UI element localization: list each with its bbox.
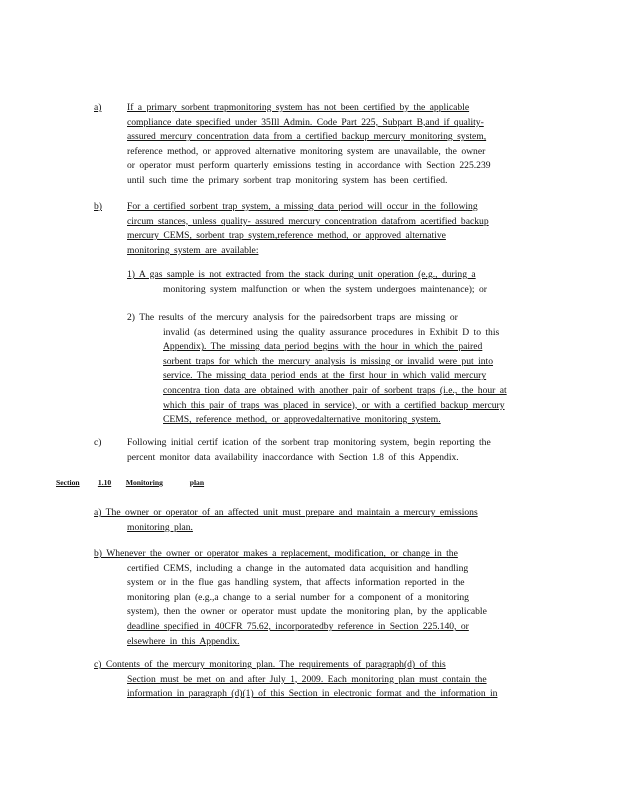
list-item-line: sorbent traps for which the mercury analysis is missing or invalid were put into	[163, 355, 494, 367]
section-paragraph-line: elsewhere in this Appendix.	[127, 635, 240, 647]
section-paragraph-line: information in paragraph (d)(1) of this Section in electronic format and the information in	[127, 688, 498, 700]
list-item-line: which this pair of traps was placed in service), or with a certified backup mercury	[163, 399, 505, 411]
section-paragraph-b	[94, 547, 560, 649]
section-paragraph-line: system or in the flue gas handling system, that affects information reported in the	[127, 577, 465, 589]
list-item-line: Appendix). The missing data period begins with the hour in which the paired	[163, 341, 483, 353]
paragraph-a-line: compliance date specified under 35Ill Admin. Code Part 225, Subpart B,and if quality-	[127, 116, 484, 128]
paragraph-a-line: If a primary sorbent trapmonitoring system has not been certified by the applicable	[127, 102, 470, 113]
list-item-line: monitoring system malfunction or when the system undergoes maintenance); or	[163, 283, 487, 295]
paragraph-a-label: a)	[94, 102, 102, 113]
section-paragraph-a	[94, 506, 560, 535]
section-paragraph-line: c) Contents of the mercury monitoring plan. The requirements of paragraph(d) of this	[94, 659, 446, 670]
section-title-word: plan	[189, 478, 205, 487]
paragraph-b-line: circum stances, unless quality- assured mercury concentration datafrom acertified backup	[127, 215, 489, 227]
paragraph-a-line: or operator must perform quarterly emissions testing in accordance with Section 225.239	[127, 160, 491, 172]
paragraph-b-label: b)	[94, 201, 102, 212]
paragraph-b-line: mercury CEMS, sorbent trap system,reference method, or approved alternative	[127, 230, 446, 242]
section-label: Section	[56, 478, 80, 487]
section-paragraph-line: deadline specified in 40CFR 75.62, incorporatedby reference in Section 225.140, or	[127, 620, 469, 632]
list-item-1	[127, 268, 557, 297]
paragraph-c	[127, 436, 557, 465]
list-item-line: CEMS, reference method, or approvedalternative monitoring system.	[163, 414, 441, 426]
list-item-line: 2) The results of the mercury analysis for the pairedsorbent traps are missing or	[127, 312, 458, 323]
section-heading	[56, 476, 204, 491]
paragraph-a-line: until such time the primary sorbent trap monitoring system has been certified.	[127, 174, 448, 186]
section-paragraph-line: monitoring plan.	[127, 521, 193, 533]
section-title-word: Monitoring	[125, 478, 163, 487]
section-paragraph-c	[94, 658, 562, 702]
paragraph-a-line: assured mercury concentration data from a certified backup mercury monitoring system,	[127, 131, 487, 143]
list-item-2	[127, 311, 559, 428]
list-item-line: invalid (as determined using the quality assurance procedures in Exhibit D to this	[163, 326, 500, 338]
paragraph-a	[127, 101, 525, 189]
section-paragraph-line: certified CEMS, including a change in the automated data acquisition and handling	[127, 562, 469, 574]
list-item-line: 1) A gas sample is not extracted from the stack during unit operation (e.g., during a	[127, 269, 476, 280]
paragraph-b-line: monitoring system are available:	[127, 244, 259, 256]
section-paragraph-line: Section must be met on and after July 1, 2009. Each monitoring plan must contain the	[127, 673, 487, 685]
section-paragraph-line: b) Whenever the owner or operator makes a replacement, modification, or change in the	[94, 548, 458, 559]
paragraph-b	[127, 200, 552, 258]
paragraph-c-line: percent monitor data availability inaccordance with Section 1.8 of this Appendix.	[127, 451, 459, 463]
section-paragraph-line: monitoring plan (e.g.,a change to a serial number for a component of a monitoring	[127, 591, 469, 603]
list-item-line: service. The missing data period ends at the first hour in which valid mercury	[163, 370, 487, 382]
section-paragraph-line: a) The owner or operator of an affected unit must prepare and maintain a mercury emissions	[94, 507, 478, 518]
paragraph-c-line: Following initial certif ication of the sorbent trap monitoring system, begin reporting the	[127, 437, 491, 448]
section-number: 1.10	[97, 478, 112, 487]
paragraph-c-label: c)	[94, 437, 102, 448]
paragraph-b-line: For a certified sorbent trap system, a missing data period will occur in the following	[127, 201, 478, 212]
list-item-line: concentra tion data are obtained with another pair of sorbent traps (i.e., the hour at	[163, 384, 507, 396]
paragraph-a-line: reference method, or approved alternative monitoring system are unavailable, the owner	[127, 145, 486, 157]
section-paragraph-line: system), then the owner or operator must update the monitoring plan, by the applicable	[127, 606, 487, 618]
